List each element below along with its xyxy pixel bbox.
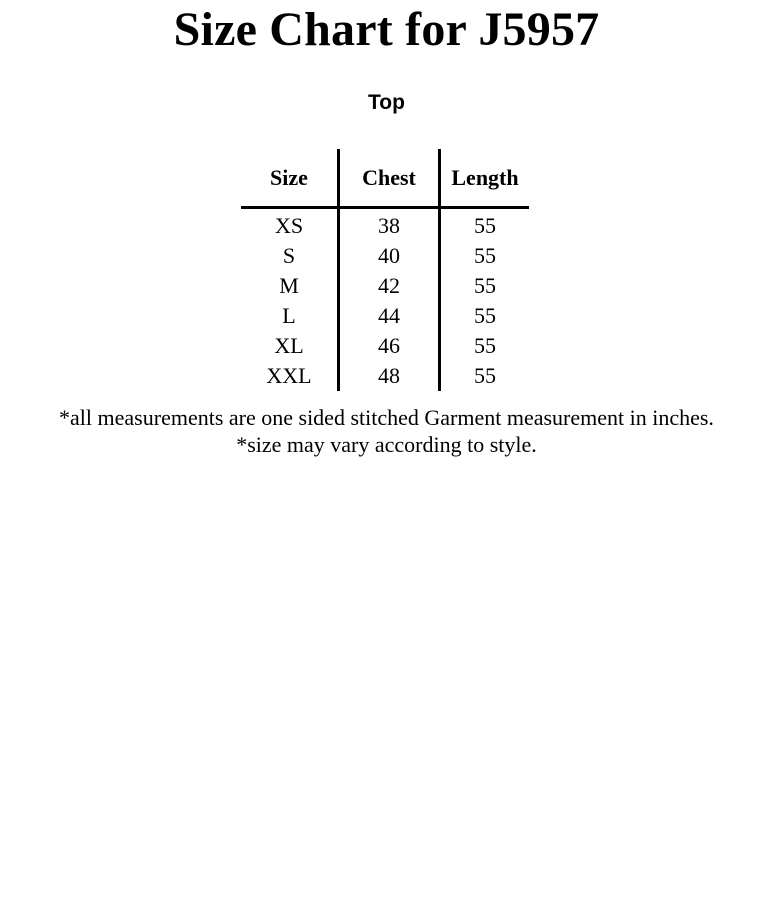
- table-row: [241, 271, 529, 301]
- cell-size: XS: [274, 212, 304, 238]
- cell-length: 55: [440, 301, 530, 331]
- cell-length: 55: [440, 208, 530, 242]
- cell-size: M: [279, 273, 299, 298]
- table-header-row: [241, 149, 529, 208]
- table-row: [241, 361, 529, 391]
- cell-length: 55: [440, 241, 530, 271]
- cell-length: 55: [440, 331, 530, 361]
- cell-size: S: [282, 243, 296, 268]
- size-chart-table: [241, 149, 529, 391]
- header-chest: Chest: [339, 149, 440, 208]
- header-length: Length: [440, 149, 530, 208]
- footnote-size-variation: *size may vary according to style.: [236, 432, 537, 457]
- section-heading-top: Top: [368, 91, 405, 114]
- cell-size: XXL: [266, 363, 312, 388]
- cell-chest: 46: [339, 331, 440, 361]
- cell-size: L: [282, 303, 296, 328]
- cell-length: 55: [440, 361, 530, 391]
- table-row: [241, 241, 529, 271]
- cell-chest: 40: [339, 241, 440, 271]
- cell-size: XL: [274, 333, 304, 358]
- footnote-measurements: *all measurements are one sided stitched Garment measurement in inches.: [59, 405, 714, 430]
- cell-chest: 44: [339, 301, 440, 331]
- table-row: [241, 301, 529, 331]
- cell-chest: 38: [339, 208, 440, 242]
- page-title: Size Chart for J5957: [173, 3, 600, 56]
- cell-chest: 42: [339, 271, 440, 301]
- table-row: [241, 208, 529, 242]
- header-size: Size: [241, 149, 339, 208]
- table-row: [241, 331, 529, 361]
- cell-length: 55: [440, 271, 530, 301]
- cell-chest: 48: [339, 361, 440, 391]
